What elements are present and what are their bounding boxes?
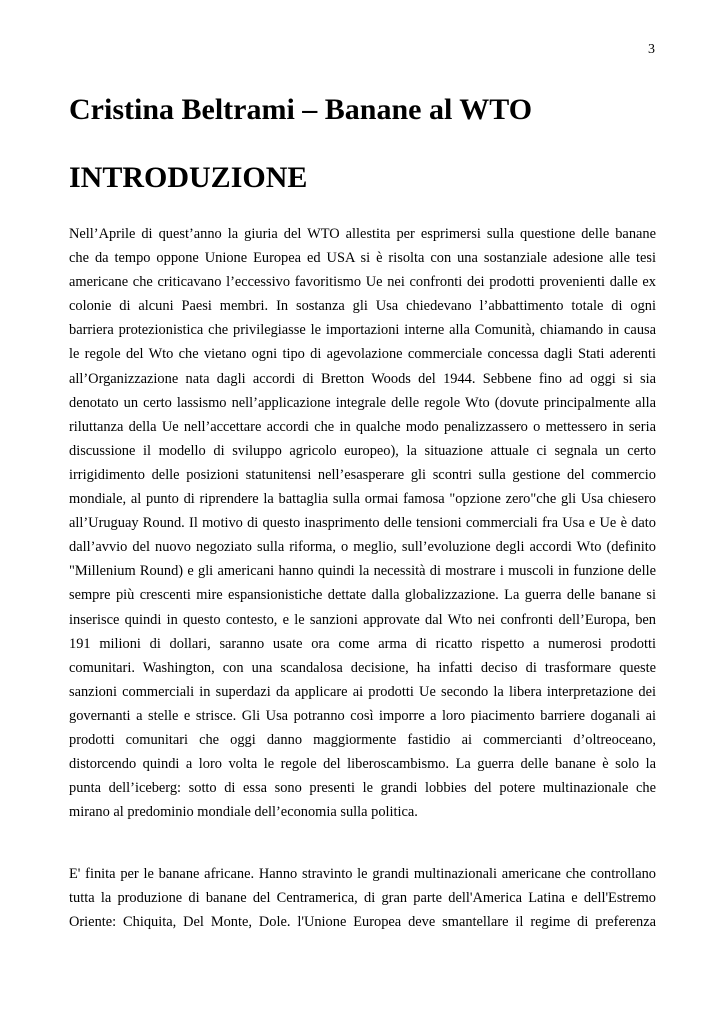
- text-line: sempre più crescenti mire espansionistiche dettate dalla globalizzazione. La guerra delle banane si: [69, 587, 656, 604]
- text-line: mondiale, al punto di riprendere la battaglia sulla ormai famosa "opzione zero"che gli Usa chiesero: [69, 491, 656, 508]
- body-paragraph: [69, 862, 656, 934]
- text-line: punta dell’iceberg: sotto di essa sono presenti le grandi lobbies del potere multinazionale che: [69, 780, 656, 797]
- text-line: denotato un certo lassismo nell’applicazione integrale delle regole Wto (dovute principalmente alla: [69, 394, 656, 411]
- body-paragraph: [69, 222, 656, 824]
- text-line: riluttanza della Ue nell’accettare accordi che in qualche modo penalizzassero o mettessero in seria: [69, 418, 656, 435]
- text-line: mirano al predominio mondiale dell’economia sulla politica.: [69, 804, 418, 821]
- text-line: che da tempo oppone Unione Europea ed USA si è risolta con una sostanziale adesione alle tesi: [69, 250, 656, 267]
- text-line: E' finita per le banane africane. Hanno stravinto le grandi multinazionali americane che controllano: [69, 866, 656, 882]
- text-line: dall’avvio del nuovo negoziato sulla riforma, o meglio, sull’evoluzione degli accordi Wto (definito: [69, 539, 656, 556]
- text-line: comunitari. Washington, con una scandalosa decisione, ha infatti deciso di trasformare queste: [69, 659, 656, 676]
- text-line: governanti a stelle e strisce. Gli Usa potranno così imporre a loro piacimento barriere doganali ai: [69, 707, 656, 724]
- text-line: discussione il modello di sviluppo agricolo europeo), la situazione attuale ci segnala un certo: [69, 442, 656, 459]
- text-line: Oriente: Chiquita, Del Monte, Dole. l'Unione Europea deve smantellare il regime di preferenza: [69, 914, 656, 931]
- text-line: 191 milioni di dollari, saranno usate ora come arma di ricatto rispetto a numerosi prodotti: [69, 635, 656, 652]
- page-number: 3: [648, 42, 655, 57]
- text-line: barriera protezionistica che privilegiasse le importazioni interne alla Comunità, chiamando in causa: [69, 322, 656, 339]
- text-line: all’Uruguay Round. Il motivo di questo inasprimento delle tensioni commerciali fra Usa e Ue è dato: [69, 515, 656, 532]
- text-line: distorcendo quindi a loro volta le regole del liberoscambismo. La guerra delle banane è solo la: [69, 756, 656, 773]
- text-line: tutta la produzione di banane del Centramerica, di gran parte dell'America Latina e dell'Estremo: [69, 890, 656, 907]
- text-line: sanzioni commerciali in superdazi da applicare ai prodotti Ue secondo la libera interpretazione dei: [69, 683, 656, 700]
- document-title: Cristina Beltrami – Banane al WTO: [69, 93, 533, 126]
- text-line: inserisce quindi in questo contesto, e le sanzioni approvate dal Wto nei confronti dell’Europa, ben: [69, 611, 656, 628]
- text-line: irrigidimento delle posizioni statunitensi nell’esasperare gli scontri sulla gestione del commercio: [69, 466, 656, 483]
- text-line: colonie di alcuni Paesi membri. In sostanza gli Usa chiedevano l’abbattimento totale di ogni: [69, 298, 656, 315]
- text-line: "Millenium Round) e gli americani hanno quindi la necessità di mostrare i muscoli in funzione delle: [69, 563, 656, 580]
- text-line: americane che criticavano l’eccessivo favoritismo Ue nei confronti dei prodotti provenienti dalle ex: [69, 274, 656, 291]
- text-line: le regole del Wto che vietano ogni tipo di agevolazione commerciale concessa dagli Stati aderenti: [69, 346, 656, 363]
- section-heading: INTRODUZIONE: [69, 161, 308, 194]
- text-line: prodotti comunitari che oggi danno maggiormente fastidio ai commercianti d’oltreoceano,: [69, 731, 656, 748]
- text-line: all’Organizzazione nata dagli accordi di Bretton Woods del 1944. Sebbene fino ad oggi si sia: [69, 370, 656, 387]
- text-line: Nell’Aprile di quest’anno la giuria del WTO allestita per esprimersi sulla questione delle banane: [69, 226, 656, 242]
